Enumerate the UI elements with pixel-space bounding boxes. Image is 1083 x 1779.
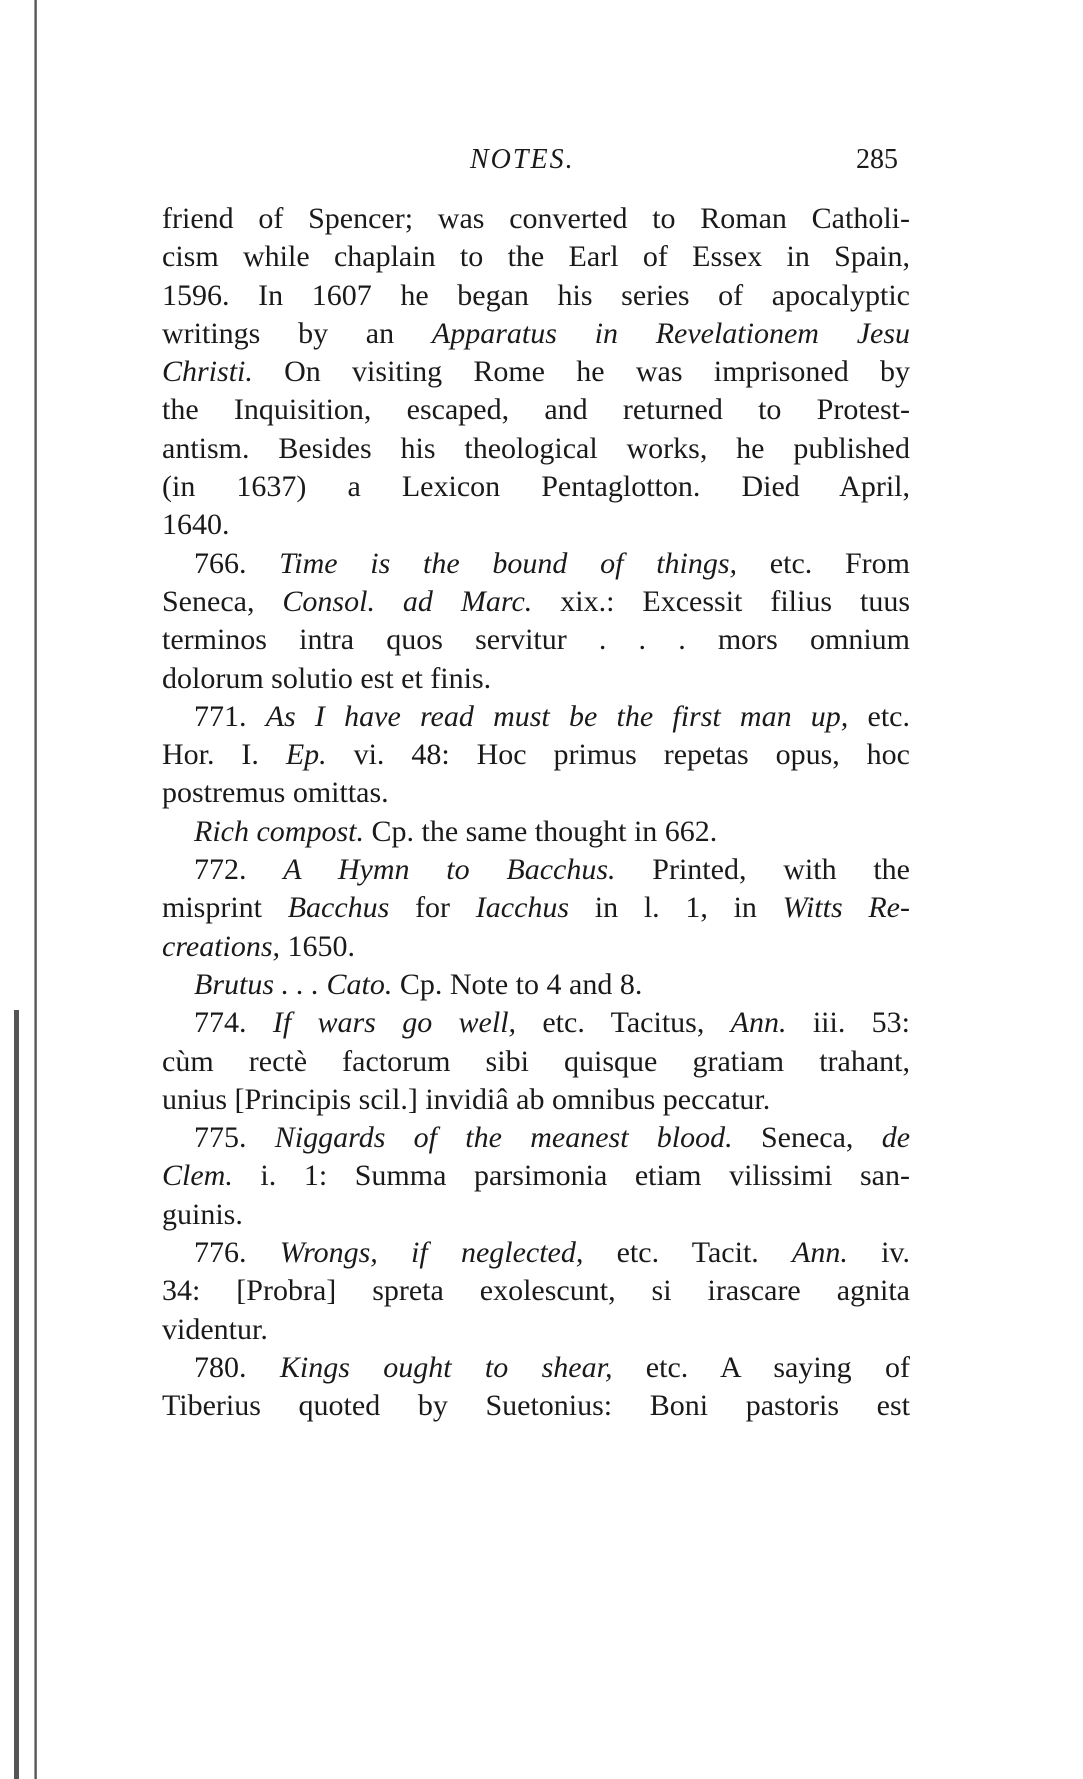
text-line xyxy=(162,468,910,506)
italic-text: Witts Re- xyxy=(782,891,910,925)
text-line xyxy=(162,1081,910,1119)
text-line xyxy=(162,238,910,276)
book-spine-binding xyxy=(14,1010,19,1779)
italic-text: Ann. xyxy=(730,1006,787,1040)
italic-text: As I have read must be the first man up, xyxy=(265,699,849,733)
italic-text: Bacchus xyxy=(287,891,390,925)
text-run: Hor. I. xyxy=(162,738,286,772)
italic-text: Wrongs, if neglected, xyxy=(279,1236,584,1270)
text-run: cùm rectè factorum sibi quisque gratiam trahant, xyxy=(162,1044,910,1078)
italic-text: Apparatus in Revelationem Jesu xyxy=(431,316,910,350)
italic-text: Brutus . . . Cato. xyxy=(194,967,393,1001)
text-run: unius [Principis scil.] invidiâ ab omnibus peccatur. xyxy=(162,1082,771,1116)
text-run: 1640. xyxy=(162,508,230,542)
text-run: Cp. Note to 4 and 8. xyxy=(392,967,643,1001)
italic-text: Clem. xyxy=(162,1159,233,1193)
text-line xyxy=(162,1272,910,1310)
text-line xyxy=(162,1119,910,1157)
text-line xyxy=(162,353,910,391)
italic-text: creations, xyxy=(162,929,281,963)
text-line xyxy=(162,736,910,774)
notes-body-text xyxy=(162,200,910,1426)
text-run: friend of Spencer; was converted to Roman Catholi- xyxy=(162,202,910,235)
text-run: etc. From xyxy=(737,546,910,580)
text-line xyxy=(162,774,910,812)
text-line xyxy=(162,621,910,659)
text-run: 775. xyxy=(194,1121,275,1155)
text-run: cism while chaplain to the Earl of Essex in Spain, xyxy=(162,240,910,274)
running-title: NOTES. xyxy=(470,144,575,175)
book-spine-shadow xyxy=(34,0,37,1779)
text-run: guinis. xyxy=(162,1197,243,1231)
text-line xyxy=(162,430,910,468)
text-line xyxy=(162,200,910,238)
text-run: iii. 53: xyxy=(786,1006,911,1040)
text-run: Printed, with the xyxy=(615,853,910,887)
text-line xyxy=(162,506,910,544)
text-run: etc. xyxy=(848,699,910,733)
text-run: Seneca, xyxy=(162,584,283,618)
text-run: postremus omittas. xyxy=(162,776,389,810)
page-number: 285 xyxy=(856,144,898,175)
text-line xyxy=(162,277,910,315)
text-run: in l. 1, in xyxy=(569,891,783,925)
text-line xyxy=(162,391,910,429)
text-line xyxy=(162,1349,910,1387)
italic-text: Ann. xyxy=(792,1236,848,1270)
text-line xyxy=(162,1311,910,1349)
text-run: 771. xyxy=(194,699,266,733)
text-run: videntur. xyxy=(162,1312,268,1346)
text-run: 34: [Probra] spreta exolescunt, si irascare agnita xyxy=(162,1274,910,1308)
text-run: etc. A saying of xyxy=(612,1350,911,1384)
italic-text: Ep. xyxy=(285,738,327,772)
text-line xyxy=(162,889,910,927)
italic-text: Iacchus xyxy=(475,891,570,925)
text-line xyxy=(162,583,910,621)
text-run: xix.: Excessit filius tuus xyxy=(532,584,910,618)
text-line xyxy=(162,698,910,736)
text-run: 1596. In 1607 he began his series of apocalyptic xyxy=(162,278,910,312)
text-run: 774. xyxy=(194,1006,273,1040)
text-run: vi. 48: Hoc primus repetas opus, hoc xyxy=(326,738,910,772)
text-line xyxy=(162,1196,910,1234)
text-run: 1650. xyxy=(280,929,356,963)
text-run: On visiting Rome he was imprisoned by xyxy=(252,355,910,389)
text-run: antism. Besides his theological works, he published xyxy=(162,431,910,465)
italic-text: Time is the bound of things, xyxy=(279,546,738,580)
text-line xyxy=(162,966,910,1004)
text-run: etc. Tacit. xyxy=(583,1236,793,1270)
text-line xyxy=(162,315,910,353)
text-run: writings by an xyxy=(162,316,432,350)
text-run: dolorum solutio est et finis. xyxy=(162,661,492,695)
italic-text: If wars go well, xyxy=(272,1006,517,1040)
text-line xyxy=(162,928,910,966)
text-line xyxy=(162,1157,910,1195)
text-run: Seneca, xyxy=(732,1121,882,1155)
text-run: 766. xyxy=(194,546,280,580)
italic-text: Christi. xyxy=(162,355,253,389)
text-run: iv. xyxy=(847,1236,910,1270)
text-line xyxy=(162,545,910,583)
text-run: for xyxy=(389,891,476,925)
text-line xyxy=(162,1387,910,1425)
page-header xyxy=(0,136,1083,186)
text-line xyxy=(162,660,910,698)
text-line xyxy=(162,813,910,851)
italic-text: Consol. ad Marc. xyxy=(282,584,533,618)
text-run: the Inquisition, escaped, and returned to Protest- xyxy=(162,393,910,427)
text-run: 772. xyxy=(194,853,284,887)
text-run: Cp. the same thought in 662. xyxy=(363,814,718,848)
text-run: misprint xyxy=(162,891,288,925)
text-line xyxy=(162,851,910,889)
text-run: Tiberius quoted by Suetonius: Boni pastoris est xyxy=(162,1389,910,1423)
italic-text: Kings ought to shear, xyxy=(279,1350,613,1384)
italic-text: Niggards of the meanest blood. xyxy=(274,1121,733,1155)
italic-text: A Hymn to Bacchus. xyxy=(283,853,616,887)
text-line xyxy=(162,1043,910,1081)
text-run: (in 1637) a Lexicon Pentaglotton. Died April, xyxy=(162,470,910,504)
text-run: etc. Tacitus, xyxy=(516,1006,731,1040)
text-run: 780. xyxy=(194,1350,280,1384)
italic-text: Rich compost. xyxy=(194,814,364,848)
text-line xyxy=(162,1004,910,1042)
text-run: terminos intra quos servitur . . . mors omnium xyxy=(162,623,910,657)
text-line xyxy=(162,1234,910,1272)
italic-text: de xyxy=(881,1121,911,1155)
text-run: 776. xyxy=(194,1236,280,1270)
text-run: i. 1: Summa parsimonia etiam vilissimi san- xyxy=(232,1159,910,1193)
